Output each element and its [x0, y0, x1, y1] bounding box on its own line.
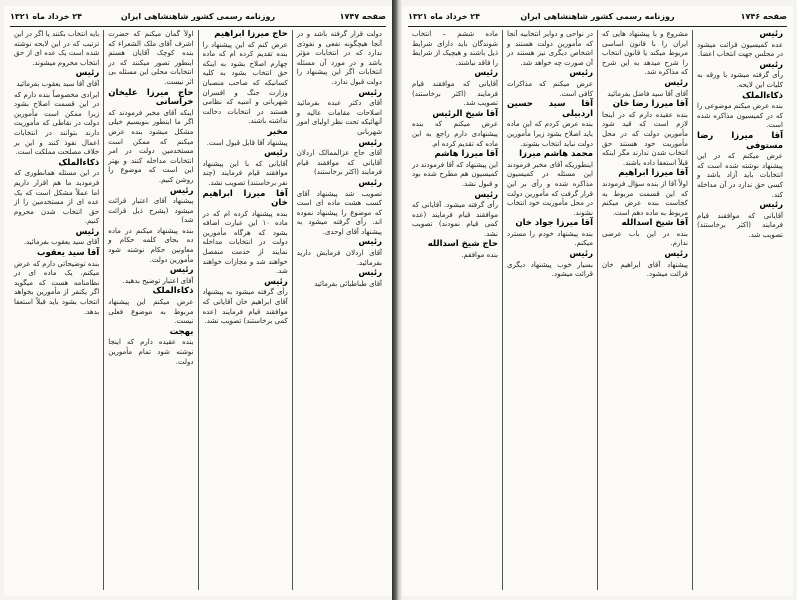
paragraph: بنده پیشنهاد کرده ام که در ماده ۱۰ این عبارت اضافه بشود که هرگاه مأمورین دولت در انتخابات مداخله نمایند از خدمت منفصل خواهند شد و مجازات خواهند شد. — [202, 209, 288, 276]
page-gutter — [392, 0, 402, 600]
left-page-date: ۲۴ خرداد ماه ۱۳۲۱ — [10, 12, 83, 21]
paragraph: عرض میکنم که بنده پیشنهادی دارم راجع به این ماده که تقدیم کرده ام. — [412, 120, 498, 148]
speaker-line — [203, 149, 288, 159]
left-page — [4, 6, 392, 596]
speaker-name: رئیس — [664, 249, 688, 260]
paragraph: آقای آقا سید فاضل بفرمائید — [607, 89, 688, 98]
right-page-date: ۲۴ خرداد ماه ۱۳۲۱ — [408, 12, 481, 21]
paragraph: بسیار خوب پیشنهاد دیگری قرائت میشود. — [507, 260, 593, 279]
speaker-line — [14, 228, 99, 238]
paragraph: عرض میکنم که در این پیشنهاد نوشته شده است که انتخابات باید آزاد باشد و کسی حق ندارد در آن مداخله کند. — [697, 152, 783, 199]
paragraph: آقای آقا سید یعقوب بفرمائید — [16, 79, 100, 88]
paragraph: بنده توضیحاتی دارم که عرض میکنم. یک ماده ای در نظامنامه هست که میگوید اگر یکنفر از مأمورین بخواهد انتخاب بشود باید قبلاً استعفا بدهد. — [14, 259, 100, 316]
paragraph: بنده عقیده دارم که در اینجا لازم است که قید شود مأمورین دولت که در محل مأموریت خود هستند حق انتخاب شدن ندارند مگر اینکه قبلاً استعفا داده باشند. — [602, 110, 688, 167]
paragraph: بنده عرض کردم که این ماده باید اصلاح بشود زیرا مأمورین دولت نباید انتخاب بشوند. — [507, 120, 593, 148]
speaker-name: آقا سید یعقوب — [36, 248, 100, 259]
speaker-name: رئیس — [75, 68, 100, 79]
paragraph: این پیشنهاد که آقا فرمودند در کمیسیون هم مطرح شده بود و قبول نشد. — [412, 160, 498, 188]
speaker-name: آقا سید حسین اردبیلی — [507, 99, 593, 119]
speaker-line — [602, 250, 688, 260]
speaker-line — [697, 132, 783, 151]
speaker-line — [108, 328, 193, 338]
speaker-line — [412, 191, 498, 201]
text-column — [503, 30, 597, 590]
speaker-line — [507, 150, 593, 160]
paragraph: مشروع و با پیشنهاد هایی که ایران را با قانون اساسی مربوط میکند یا قانون انتخاب را شرح میدهد به این شرح که مذاکره شد. — [602, 30, 688, 77]
speaker-name: رئیس — [358, 87, 382, 98]
right-page — [402, 6, 793, 596]
speaker-name: آقا میرزا رضا مستوفی — [697, 130, 783, 151]
paragraph: پیشنهاد آقا قابل قبول است. — [206, 138, 288, 147]
speaker-line — [602, 219, 688, 229]
paragraph: در نواحی و دوایر انتخابیه آنجا که مأمورین دولت هستند و اشخاص دیگری نیز هستند در آن صورت چه خواهد شد. — [507, 30, 593, 67]
speaker-name: حاج میرزا ابراهیم — [214, 30, 288, 39]
paragraph: رأی گرفته میشود به پیشنهاد آقای ابراهیم خان آقایانی که موافقند قیام فرمایند (عده کمی برخاستند) تصویب نشد. — [202, 288, 288, 326]
left-page-number: صفحه ۱۷۴۷ — [339, 12, 386, 21]
speaker-line — [203, 190, 288, 209]
paragraph: آقایانی که موافقند قیام فرمایند (اکثر برخاستند) تصویب شد. — [412, 79, 498, 108]
speaker-name: آقا شیخ اسدالله — [621, 218, 688, 229]
speaker-name: آقا میرزا هاشم — [434, 149, 498, 160]
text-column — [10, 30, 103, 590]
speaker-line — [412, 240, 498, 250]
speaker-name: رئیس — [759, 30, 783, 39]
speaker-name: رئیس — [169, 265, 194, 276]
paragraph: آقای دکتر عبده بفرمائید اصلاحات مقامات عالیه و آنهائیکه تحت نظر اولیای امور شهربانی — [296, 99, 382, 136]
speaker-name: رئیس — [759, 59, 783, 70]
speaker-name: رئیس — [759, 200, 783, 211]
left-page-title: روزنامه رسمی کشور شاهنشاهی ایران — [120, 12, 276, 21]
speaker-name: آقا میرزا ابراهیم خان — [202, 188, 288, 209]
left-page-columns — [10, 30, 386, 590]
speaker-line — [602, 79, 688, 89]
left-header-rule — [10, 26, 386, 27]
paragraph: ماده ششم – انتخاب شوندگان باید دارای شرایط ذیل باشند و هیچیک از شرایط را فاقد نباشند. — [412, 30, 498, 67]
speaker-name: رئیس — [569, 249, 593, 260]
speaker-name: رئیس — [474, 189, 498, 200]
paragraph: بایه انتخاب بکنند یا اگر در این ترتیب که در این لایحه نوشته شده است یک عده ای از حق انتخاب محروم میشوند. — [14, 30, 100, 67]
right-page-columns — [408, 30, 787, 590]
paragraph: آقای سید یعقوب بفرمائید. — [23, 238, 100, 247]
text-column — [408, 30, 502, 590]
paragraph: رأی گرفته میشود با ورقه به کلیات این لایحه. — [697, 71, 783, 89]
speaker-line — [697, 30, 783, 40]
paragraph: رأی گرفته میشود. آقایانی که موافقند قیام فرمایند (عده کمی قیام نمودند) تصویب نشد. — [412, 201, 498, 238]
paragraph: تصویب شد پیشنهاد آقای کسب هشت ماده ای است که موضوع را پیشنهاد نموده اند. رأی گرفته میشود به پیشنهاد آقای اوحدی. — [296, 189, 382, 236]
speaker-name: آقا شیخ الرئیس — [432, 108, 498, 119]
speaker-line — [203, 278, 288, 288]
paragraph: بنده عقیده دارم که اینجا نوشته شود تمام مأمورین دولت. — [108, 338, 194, 366]
speaker-line — [412, 110, 498, 120]
speaker-name: رئیس — [264, 276, 288, 287]
paragraph: آقای اردلان فرمایش دارید بفرمائید. — [296, 249, 382, 267]
speaker-line — [697, 61, 783, 71]
paragraph: اولاً آقا از بنده سؤال فرمودند که این قسمت مربوط به کجاست بنده عرض میکنم مربوط به ماده دهم است. — [602, 179, 688, 217]
paragraph: عده کمیسیون قرائت میشود در مجلس جهت انتخاب اعضا. — [697, 40, 783, 59]
speaker-name: ذکاءالملک — [58, 157, 100, 168]
right-page-title: روزنامه رسمی کشور شاهنشاهی ایران — [520, 12, 675, 21]
paragraph: عرض میکنم این پیشنهاد مربوط به موضوع فعلی نیست. — [108, 298, 194, 326]
speaker-line — [203, 128, 288, 138]
speaker-name: حاج میرزا علیخان خراسانی — [108, 87, 194, 108]
paragraph: آقایانی که موافقند قیام فرمایند (اکثر برخاستند) تصویب شد. — [697, 211, 783, 239]
speaker-line — [14, 69, 99, 79]
speaker-name: رئیس — [664, 77, 688, 88]
paragraph: اولاً گمان میکنم که حضرت اشرف آقای ملک الشعراء که بنده کوچک آقایان هستم اینطور تصور میکنند که در انتخابات محلی این مسئله بی اثر نیست. — [108, 30, 194, 86]
speaker-name: مخبر — [267, 126, 288, 137]
paragraph: بنده موافقم. — [461, 251, 498, 260]
text-column — [293, 30, 386, 590]
speaker-name: رئیس — [75, 226, 100, 237]
right-page-number: صفحه ۱۷۴۶ — [740, 12, 787, 21]
speaker-line — [108, 287, 193, 297]
speaker-line — [14, 159, 99, 169]
speaker-line — [507, 100, 593, 119]
speaker-line — [297, 269, 382, 279]
speaker-name: رئیس — [358, 177, 382, 188]
speaker-line — [412, 69, 498, 79]
speaker-name: رئیس — [474, 68, 498, 79]
speaker-name: رئیس — [358, 237, 382, 248]
speaker-line — [507, 219, 593, 229]
text-column — [598, 30, 692, 590]
text-column — [104, 30, 197, 590]
speaker-name: رئیس — [169, 185, 194, 196]
speaker-name: رئیس — [358, 137, 382, 148]
speaker-name: حاج شیخ اسدالله — [427, 239, 498, 250]
paragraph: آقای طباطبائی بفرمائید — [314, 279, 382, 288]
paragraph: بنده در این باب عرضی ندارم. — [602, 229, 688, 248]
speaker-name: رئیس — [358, 268, 382, 279]
speaker-line — [108, 89, 193, 108]
paragraph: اینکه آقای مخبر فرمودند که اگر ما اینطور بنویسیم خیلی مشکل میشود بنده عرض میکنم که ممکن است مستخدمین دولت در امر انتخابات مداخله کنند و بهتر این است که موضوع را روشن کنیم. — [108, 108, 194, 184]
paragraph: بنده عرض میکنم موضوعی را که در کمیسیون مذاکره شده است. — [697, 102, 783, 130]
speaker-line — [14, 249, 99, 259]
right-header-rule — [408, 26, 787, 27]
speaker-name: ذکاءالملک — [742, 90, 783, 101]
speaker-line — [297, 89, 382, 99]
speaker-line — [412, 150, 498, 160]
speaker-name: آقا میرزا رضا خان — [612, 99, 688, 110]
speaker-line — [697, 92, 783, 102]
speaker-line — [507, 69, 593, 79]
speaker-name: آقا میرزا جواد خان — [515, 218, 593, 229]
paragraph: آقای حاج عزالممالک اردلان آقایانی که موافقند قیام فرمایند (اکثر برخاستند) — [296, 149, 382, 177]
speaker-name: ذکاءالملک — [152, 286, 194, 297]
speaker-name: رئیس — [569, 68, 593, 79]
paragraph: پیشنهاد آقای اعتبار قرائت میشود (بشرح ذیل قرائت شد) — [108, 197, 194, 225]
speaker-line — [697, 201, 783, 211]
paragraph: ایرادی مخصوصاً بنده دارم که در این قسمت اصلاح بشود زیرا ممکن است مأمورین دولت در نقاطی که مأموریت دارند بتوانند در انتخابات اعمال نفوذ کنند و این بر خلاف مصلحت مملکت است. — [14, 90, 100, 157]
paragraph: در این مسئله همانطوری که فرمودید ما هم اقرار داریم اما عملاً مشکل است که یک عده ای از مستخدمین را از حق انتخاب شدن محروم کنیم. — [14, 169, 100, 226]
speaker-line — [108, 266, 193, 276]
text-column — [693, 30, 787, 590]
speaker-line — [108, 187, 193, 197]
paragraph: بنده پیشنهاد میکنم در ماده ده بجای کلمه حکام و معاونین حکام نوشته شود مأمورین دولت. — [108, 226, 194, 264]
paragraph: آقای اعتبار توضیح بدهید. — [122, 276, 194, 285]
paragraph: عرض کنم که این پیشنهاد را بنده تقدیم کرده ام که ماده چهارم اصلاح بشود به اینکه حق انتخاب بشود به کلیه کسانیکه که صاحب منصبان وزارت جنگ و افسران شهربانی و امنیه که نظامی هستند در انتخابات دخالت نداشته باشند. — [202, 40, 288, 126]
paragraph: دولت قرار گرفته باشد و در آنجا هیچگونه نفعی و نفوذی ندارد که در انتخابات مؤثر باشد و در مورد آن مسئله انتخابات اگر این پیشنهاد را دولت قبول ندارد. — [296, 30, 382, 86]
paragraph: پیشنهاد آقای ابراهیم خان قرائت میشود. — [602, 260, 688, 279]
left-page-header — [10, 10, 386, 24]
right-page-header — [408, 10, 787, 24]
paragraph: عرض میکنم که مذاکرات کافی است. — [507, 79, 593, 98]
speaker-line — [203, 30, 288, 40]
speaker-line — [297, 139, 382, 149]
speaker-line — [297, 179, 382, 189]
speaker-line — [602, 169, 688, 179]
speaker-name: محمد هاشم میرزا — [519, 149, 593, 160]
speaker-name: آقا میرزا ابراهیم — [618, 168, 688, 179]
speaker-line — [602, 100, 688, 110]
speaker-name: بهجت — [169, 326, 194, 337]
speaker-line — [297, 238, 382, 248]
text-column — [199, 30, 292, 590]
speaker-name: رئیس — [264, 148, 288, 159]
paragraph: اینطوریکه آقای مخبر فرمودند این مسئله در کمیسیون مذاکره شده و رأی بر این قرار گرفت که مأمورین دولت در محل مأموریت خود انتخاب نشوند. — [507, 160, 593, 217]
paragraph: آقایانی که با این پیشنهاد موافقند قیام فرمایند (چند نفر برخاستند) تصویب نشد. — [202, 159, 288, 187]
speaker-line — [507, 250, 593, 260]
paragraph: بنده پیشنهاد خودم را مسترد میکنم. — [507, 229, 593, 248]
